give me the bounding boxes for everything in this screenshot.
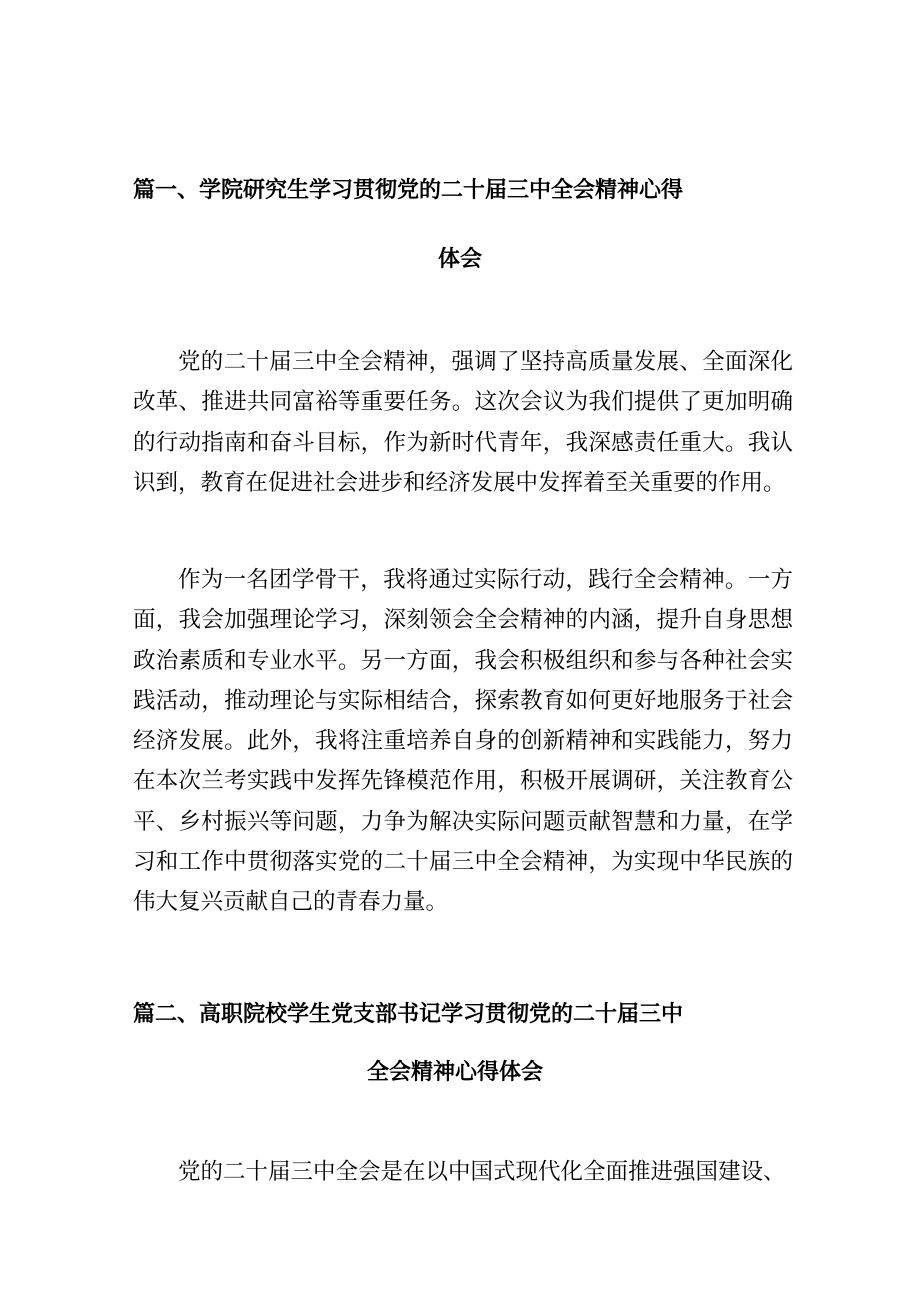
section-2-paragraph-1: 党的二十届三中全会是在以中国式现代化全面推进强国建设、 <box>178 1159 786 1185</box>
section-1-paragraph-2: 作为一名团学骨干，我将通过实际行动，践行全会精神。一方面，我会加强理论学习，深刻领会全会精神的内涵，提升自身思想政治素质和专业水平。另一方面，我会积极组织和参与各种社会实践活动，推动理论与实际相结合，探索教育如何更好地服务于社会经济发展。此外，我将注重培养自身的创新精神和实践能力，努力在本次兰考实践中发挥先锋模范作用，积极开展调研，关注教育公平、乡村振兴等问题，力争为解决实际问题贡献智慧和力量，在学习和工作中贯彻落实党的二十届三中全会精神，为实现中华民族的伟大复兴贡献自己的青春力量。 <box>133 567 793 916</box>
section-2-title-line-2: 全会精神心得体会 <box>367 1060 544 1085</box>
section-1-title-line-2: 体会 <box>438 247 483 272</box>
section-2-title-line-1: 篇二、高职院校学生党支部书记学习贯彻党的二十届三中 <box>133 1002 684 1027</box>
section-1-title-line-1: 篇一、学院研究生学习贯彻党的二十届三中全会精神心得 <box>133 178 684 203</box>
section-1-paragraph-1: 党的二十届三中全会精神，强调了坚持高质量发展、全面深化改革、推进共同富裕等重要任务。这次会议为我们提供了更加明确的行动指南和奋斗目标，作为新时代青年，我深感责任重大。我认识到，教育在促进社会进步和经济发展中发挥着至关重要的作用。 <box>133 349 793 496</box>
